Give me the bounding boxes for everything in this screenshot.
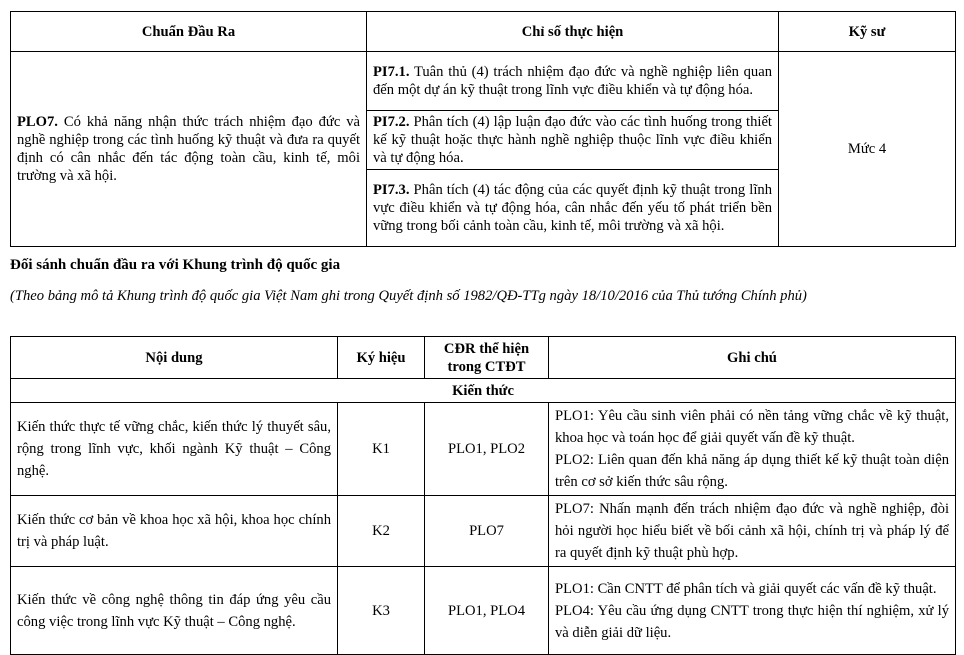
pi-7-3-code: PI7.3. (373, 182, 410, 198)
level-cell: Mức 4 (779, 52, 956, 247)
pi-7-2-code: PI7.2. (373, 114, 410, 130)
pi-7-3-text: Phân tích (4) tác động của các quyết định kỹ thuật trong lĩnh vực điều khiển và tự động hóa, cân nhắc đến yếu tố phát triển bền vững trong bối cảnh toàn cầu, kinh tế, môi trường và xã hội. (373, 182, 772, 234)
note-line: PLO7: Nhấn mạnh đến trách nhiệm đạo đức và nghề nghiệp, đòi hỏi người học hiểu biết về bối cảnh xã hội, chính trị và pháp lý để ra quyết định kỹ thuật phù hợp. (555, 501, 949, 561)
header-chuan-dau-ra: Chuẩn Đầu Ra (11, 12, 367, 52)
pi-7-3 (367, 170, 779, 247)
plo7-code: PLO7. (17, 114, 58, 130)
header-noi-dung: Nội dung (11, 337, 338, 379)
row-plo: PLO1, PLO2 (425, 403, 549, 496)
nqf-mapping-table (10, 336, 956, 655)
pi-7-1-text: Tuân thủ (4) trách nhiệm đạo đức và nghề nghiệp liên quan đến một dự án kỹ thuật trong lĩnh vực điều khiển và tự động hóa. (373, 64, 772, 98)
row-content: Kiến thức thực tế vững chắc, kiến thức lý thuyết sâu, rộng trong lĩnh vực, khối ngành Kỹ thuật – Công nghệ. (11, 403, 338, 496)
row-content: Kiến thức cơ bản về khoa học xã hội, khoa học chính trị và pháp luật. (11, 496, 338, 567)
plo7-text: Có khả năng nhận thức trách nhiệm đạo đức và nghề nghiệp trong các tình huống kỹ thuật và đưa ra quyết định có cân nhắc đến tác động toàn cầu, kinh tế, môi trường và xã hội. (17, 114, 360, 184)
note-line: PLO1: Cần CNTT để phân tích và giải quyết các vấn đề kỹ thuật. (555, 580, 937, 597)
plo-indicator-table (10, 11, 956, 247)
header-cdr: CĐR thể hiện trong CTĐT (425, 337, 549, 379)
header-ghi-chu: Ghi chú (549, 337, 956, 379)
row-symbol: K1 (338, 403, 425, 496)
group-kien-thuc: Kiến thức (11, 379, 956, 403)
pi-7-2 (367, 111, 779, 170)
section-heading: Đối sánh chuẩn đầu ra với Khung trình độ quốc gia (10, 257, 341, 273)
note-line: PLO4: Yêu cầu ứng dụng CNTT trong thực hiện thí nghiệm, xử lý và diễn giải dữ liệu. (555, 602, 949, 641)
table-row (11, 567, 956, 655)
row-notes (549, 567, 956, 655)
pi-7-2-text: Phân tích (4) lập luận đạo đức vào các tình huống trong thiết kế kỹ thuật hoặc thực hành nghề nghiệp thuộc lĩnh vực điều khiển và tự động hóa. (373, 114, 772, 166)
note-line: PLO1: Yêu cầu sinh viên phải có nền tảng vững chắc về kỹ thuật, khoa học và toán học để giải quyết vấn đề kỹ thuật. (555, 408, 949, 446)
row-plo: PLO1, PLO4 (425, 567, 549, 655)
pi-7-1 (367, 52, 779, 111)
row-symbol: K3 (338, 567, 425, 655)
plo7-cell (11, 52, 367, 247)
table-row (11, 403, 956, 496)
header-ky-hieu: Ký hiệu (338, 337, 425, 379)
table-row (11, 496, 956, 567)
row-plo: PLO7 (425, 496, 549, 567)
header-ky-su: Kỹ sư (779, 12, 956, 52)
row-notes (549, 403, 956, 496)
row-symbol: K2 (338, 496, 425, 567)
row-content: Kiến thức về công nghệ thông tin đáp ứng yêu cầu công việc trong lĩnh vực Kỹ thuật – Công nghệ. (11, 567, 338, 655)
header-chi-so: Chỉ số thực hiện (367, 12, 779, 52)
section-note: (Theo bảng mô tả Khung trình độ quốc gia Việt Nam ghi trong Quyết định số 1982/QĐ-TTg ngày 18/10/2016 của Thủ tướng Chính phủ) (10, 288, 807, 304)
row-notes (549, 496, 956, 567)
pi-7-1-code: PI7.1. (373, 64, 410, 80)
note-line: PLO2: Liên quan đến khả năng áp dụng thiết kế kỹ thuật toàn diện trên cơ sở kiến thức sâu rộng. (555, 452, 949, 490)
